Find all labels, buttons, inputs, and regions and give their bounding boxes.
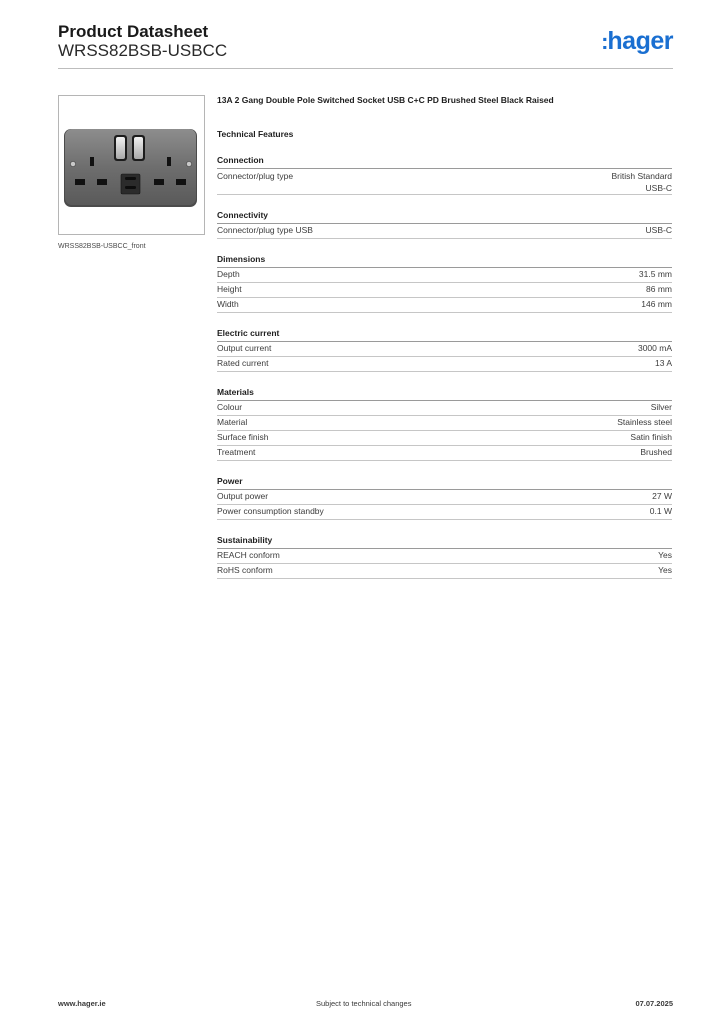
spec-label: Width bbox=[217, 299, 239, 309]
section-title: Connection bbox=[217, 154, 672, 169]
spec-row bbox=[217, 505, 672, 520]
section-title: Connectivity bbox=[217, 209, 672, 224]
spec-row bbox=[217, 490, 672, 505]
spec-value: 146 mm bbox=[641, 299, 672, 309]
header bbox=[58, 22, 227, 61]
product-title: 13A 2 Gang Double Pole Switched Socket USB C+C PD Brushed Steel Black Raised bbox=[217, 95, 554, 105]
spec-label: Output power bbox=[217, 491, 269, 501]
section-power bbox=[217, 475, 672, 520]
spec-label: Height bbox=[217, 284, 242, 294]
technical-features-heading: Technical Features bbox=[217, 129, 294, 139]
spec-row bbox=[217, 283, 672, 298]
spec-value: 31.5 mm bbox=[638, 269, 672, 279]
section-sustainability bbox=[217, 534, 672, 579]
section-connection bbox=[217, 154, 672, 195]
spec-value: 13 A bbox=[654, 358, 672, 368]
spec-row bbox=[217, 298, 672, 313]
screw-right bbox=[186, 161, 191, 166]
spec-row bbox=[217, 431, 672, 446]
spec-value: 0.1 W bbox=[649, 506, 672, 516]
spec-value: Yes bbox=[658, 550, 672, 560]
spec-label: Surface finish bbox=[217, 432, 269, 442]
product-code: WRSS82BSB-USBCC bbox=[58, 41, 228, 60]
spec-value: Yes bbox=[658, 565, 672, 575]
section-dimensions bbox=[217, 253, 672, 313]
spec-row bbox=[217, 169, 672, 195]
product-image-frame bbox=[58, 95, 205, 235]
section-title: Power bbox=[217, 475, 672, 490]
footer-date: 07.07.2025 bbox=[635, 999, 673, 1008]
screw-left bbox=[70, 161, 75, 166]
spec-value bbox=[612, 170, 672, 194]
spec-row bbox=[217, 224, 672, 239]
spec-label: REACH conform bbox=[217, 550, 280, 560]
spec-label: Connector/plug type USB bbox=[217, 225, 313, 235]
logo-text: hager bbox=[607, 27, 673, 55]
socket-image bbox=[59, 96, 204, 234]
spec-row bbox=[217, 446, 672, 461]
spec-label: Depth bbox=[217, 269, 240, 279]
spec-label: Material bbox=[217, 417, 248, 427]
section-electric-current bbox=[217, 327, 672, 372]
spec-label: Power consumption standby bbox=[217, 506, 324, 516]
spec-content bbox=[217, 94, 672, 579]
spec-row bbox=[217, 564, 672, 579]
spec-row bbox=[217, 342, 672, 357]
spec-row bbox=[217, 357, 672, 372]
spec-value: 86 mm bbox=[646, 284, 672, 294]
spec-value-line: USB-C bbox=[645, 182, 672, 193]
spec-label: RoHS conform bbox=[217, 565, 273, 575]
header-divider bbox=[58, 68, 673, 69]
spec-label: Rated current bbox=[217, 358, 269, 368]
spec-row bbox=[217, 401, 672, 416]
footer-website-link[interactable]: www.hager.ie bbox=[58, 999, 106, 1008]
spec-row bbox=[217, 268, 672, 283]
spec-label: Connector/plug type bbox=[217, 170, 294, 181]
spec-label: Treatment bbox=[217, 447, 256, 457]
spec-value-line: British Standard bbox=[611, 170, 672, 181]
document-title: Product Datasheet bbox=[58, 22, 209, 41]
section-title: Dimensions bbox=[217, 253, 672, 268]
spec-value: 3000 mA bbox=[637, 343, 672, 353]
hager-logo: :hager bbox=[601, 27, 673, 55]
spec-label: Colour bbox=[217, 402, 243, 412]
spec-row bbox=[217, 549, 672, 564]
section-connectivity bbox=[217, 209, 672, 239]
section-title: Electric current bbox=[217, 327, 672, 342]
footer-note: Subject to technical changes bbox=[316, 999, 412, 1008]
spec-value: Satin finish bbox=[630, 432, 672, 442]
section-materials bbox=[217, 386, 672, 461]
section-title: Materials bbox=[217, 386, 672, 401]
spec-value: 27 W bbox=[652, 491, 672, 501]
spec-value: Silver bbox=[650, 402, 672, 412]
spec-value: Brushed bbox=[640, 447, 672, 457]
spec-value: USB-C bbox=[645, 225, 672, 235]
section-title: Sustainability bbox=[217, 534, 672, 549]
spec-label: Output current bbox=[217, 343, 272, 353]
spec-value: Stainless steel bbox=[617, 417, 672, 427]
image-caption: WRSS82BSB-USBCC_front bbox=[58, 243, 146, 250]
spec-row bbox=[217, 416, 672, 431]
